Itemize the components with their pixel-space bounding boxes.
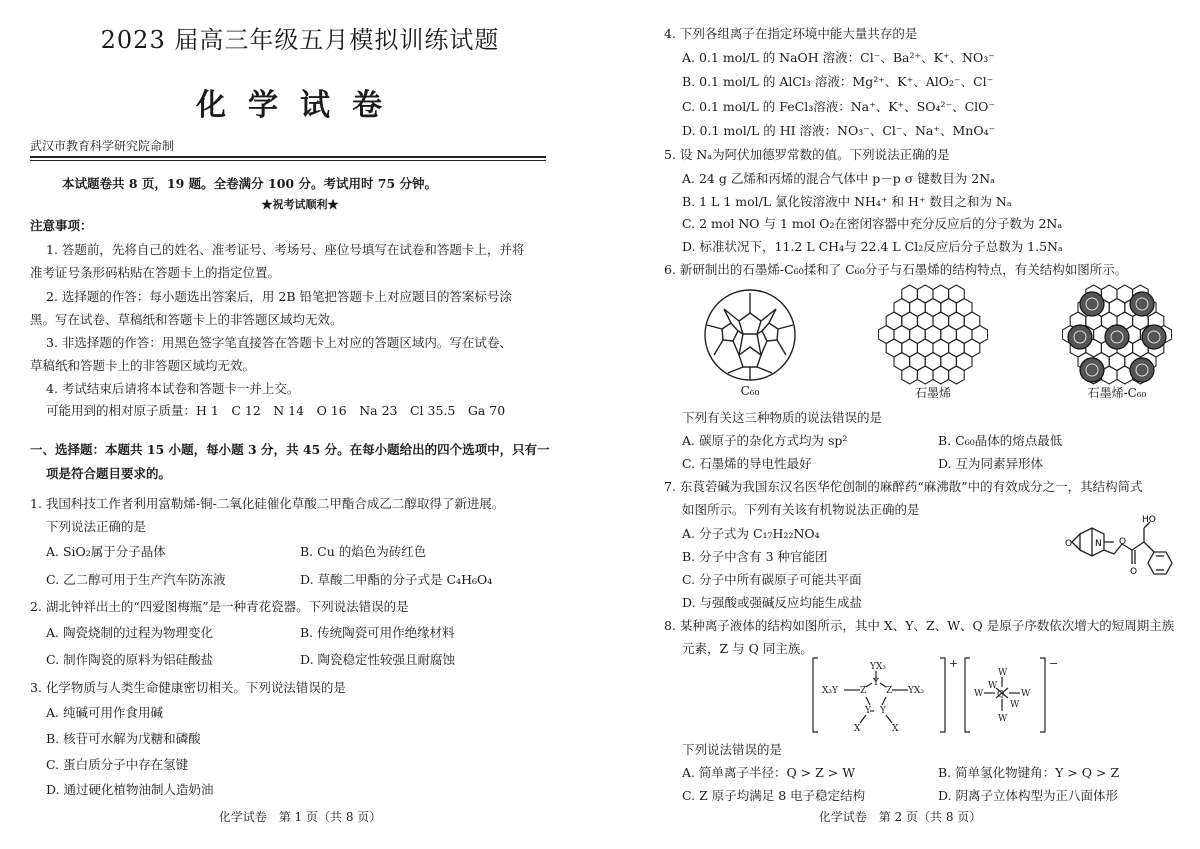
cation-atom: Z	[886, 686, 893, 696]
q5-option-c: C. 2 mol NO 与 1 mol O₂在密闭容器中充分反应后的分子数为 2Nₐ	[682, 216, 1063, 231]
graphene-c60-figure	[1062, 282, 1172, 392]
q1-stem: 1. 我国科技工作者利用富勒烯-铜-二氧化硅催化草酸二甲酯合成乙二醇取得了新进展。	[30, 496, 505, 511]
graphene-c60-label: 石墨烯-C₆₀	[1087, 386, 1147, 400]
exam-title: 2023 届高三年级五月模拟训练试题	[100, 26, 500, 54]
notice-line: 3. 非选择题的作答：用黑色签字笔直接答在答题卡上对应的答题区域内。写在试卷、	[46, 335, 512, 350]
q3-option-d: D. 通过硬化植物油制人造奶油	[46, 782, 214, 797]
notice-title: 注意事项：	[30, 218, 93, 233]
q4-option-d: D. 0.1 mol/L 的 HI 溶液：NO₃⁻、Cl⁻、Na⁺、MnO₄⁻	[682, 123, 996, 138]
anion-charge: −	[1049, 657, 1059, 670]
atomic-masses: 可能用到的相对原子质量：H 1 C 12 N 14 O 16 Na 23 Cl 35.5 Ga 70	[46, 403, 506, 418]
q5-option-d: D. 标准状况下，11.2 L CH₄与 22.4 L Cl₂反应后分子总数为 1.5Nₐ	[682, 239, 1063, 254]
header-rule	[30, 156, 546, 158]
q8-stem2: 下列说法错误的是	[682, 742, 783, 757]
exam-intro: 本试题卷共 8 页，19 题。全卷满分 100 分。考试用时 75 分钟。	[62, 176, 438, 191]
q3-option-a: A. 纯碱可用作食用碱	[46, 705, 163, 720]
notice-line: 准考证号条形码粘贴在答题卡上的指定位置。	[30, 265, 281, 280]
q3-option-c: C. 蛋白质分子中存在氢键	[46, 757, 189, 772]
cation-atom: Y	[873, 678, 879, 688]
q8-option-a: A. 简单离子半径：Q > Z > W	[682, 765, 856, 780]
c60-ball	[1130, 358, 1154, 382]
hexagon-cell	[902, 366, 918, 384]
notice-line: 1. 答题前，先将自己的姓名、准考证号、考场号、座位号填写在试卷和答题卡上，并将	[46, 242, 525, 257]
notice-line: 草稿纸和答题卡上的非答题区域均无效。	[30, 358, 256, 373]
struct-o-label: O	[1119, 537, 1127, 547]
hexagon-cell	[917, 366, 933, 384]
scopolamine-structure	[1062, 512, 1187, 602]
anion-atom: W	[998, 714, 1008, 724]
anion-atom: W	[998, 668, 1008, 678]
anion-atom: W	[974, 689, 984, 699]
q8-stem: 8. 某种离子液体的结构如图所示，其中 X、Y、Z、W、Q 是原子序数依次增大的短周期主族	[664, 618, 1175, 633]
struct-ho-label: HO	[1142, 515, 1156, 525]
exam-organization: 武汉市教育科学研究院命制	[30, 139, 175, 153]
c60-ball	[1130, 292, 1154, 316]
q6-stem: 6. 新研制出的石墨烯-C₆₀揉和了 C₆₀分子与石墨烯的结构特点，有关结构如图所示。	[664, 262, 1128, 277]
page-footer: 化学试卷 第 1 页（共 8 页）	[218, 810, 382, 824]
q8-option-b: B. 简单氢化物键角：Y > Q > Z	[938, 765, 1120, 780]
q1-stem-cont: 下列说法正确的是	[46, 519, 147, 534]
q3-option-b: B. 核苷可水解为戊糖和磷酸	[46, 731, 201, 746]
q7-option-c: C. 分子中所有碳原子可能共平面	[682, 572, 862, 587]
q1-option-d: D. 草酸二甲酯的分子式是 C₄H₆O₄	[300, 572, 493, 587]
struct-o-label: O	[1065, 539, 1073, 549]
q1-option-b: B. Cu 的焰色为砖红色	[300, 544, 427, 559]
exam-subtitle: 化学试卷	[196, 88, 404, 123]
c60-ball	[1068, 325, 1092, 349]
c60-ball	[1142, 325, 1166, 349]
q6-option-d: D. 互为同素异形体	[938, 456, 1044, 471]
c60-ball	[1105, 325, 1129, 349]
q2-option-d: D. 陶瓷稳定性较强且耐腐蚀	[300, 652, 456, 667]
q2-stem: 2. 湖北钟祥出土的“四爱图梅瓶”是一种青花瓷器。下列说法错误的是	[30, 599, 409, 614]
c60-figure	[700, 285, 800, 385]
q3-stem: 3. 化学物质与人类生命健康密切相关。下列说法错误的是	[30, 680, 346, 695]
notice-line: 黑。写在试卷、草稿纸和答题卡上的非答题区域均无效。	[30, 312, 343, 327]
q7-stem-cont: 如图所示。下列有关该有机物说法正确的是	[682, 502, 920, 517]
c60-ball	[1080, 358, 1104, 382]
page-footer: 化学试卷 第 2 页（共 8 页）	[818, 810, 982, 824]
q6-option-a: A. 碳原子的杂化方式均为 sp²	[682, 433, 848, 448]
exam-wish: ★祝考试顺利★	[261, 198, 339, 211]
cation-atom: YX₃	[908, 686, 924, 696]
q1-option-a: A. SiO₂属于分子晶体	[46, 544, 166, 559]
q6-stem2: 下列有关这三种物质的说法错误的是	[682, 410, 883, 425]
q2-option-a: A. 陶瓷烧制的过程为物理变化	[46, 625, 213, 640]
cation-atom: X	[892, 724, 899, 734]
section-heading-cont: 项是符合题目要求的。	[46, 466, 172, 481]
q8-option-d: D. 阴离子立体构型为正八面体形	[938, 788, 1119, 803]
graphene-figure	[878, 282, 988, 392]
notice-line: 2. 选择题的作答：每小题选出答案后，用 2B 铅笔把答题卡上对应题目的答案标号涂	[46, 289, 512, 304]
anion-atom: W	[1021, 689, 1031, 699]
q7-option-b: B. 分子中含有 3 种官能团	[682, 549, 828, 564]
cation-atom: Y	[880, 706, 886, 716]
notice-line: 4. 考试结束后请将本试卷和答题卡一并上交。	[46, 381, 300, 396]
header-rule-thin	[30, 160, 546, 161]
q2-option-b: B. 传统陶瓷可用作绝缘材料	[300, 625, 455, 640]
q8-stem-cont: 元素，Z 与 Q 同主族。	[682, 641, 813, 656]
struct-n-label: N	[1095, 539, 1102, 549]
q4-option-a: A. 0.1 mol/L 的 NaOH 溶液：Cl⁻、Ba²⁺、K⁺、NO₃⁻	[682, 50, 995, 65]
q7-option-d: D. 与强酸或强碱反应均能生成盐	[682, 595, 863, 610]
page-right	[600, 0, 1200, 849]
q7-stem: 7. 东莨菪碱为我国东汉名医华佗创制的麻醉药“麻沸散”中的有效成分之一，其结构简式	[664, 479, 1143, 494]
cation-atom: YX₃	[870, 662, 886, 672]
graphene-label: 石墨烯	[914, 386, 951, 400]
hexagon-cell	[949, 366, 965, 384]
q5-option-b: B. 1 L 1 mol/L 氯化铵溶液中 NH₄⁺ 和 H⁺ 数目之和为 Nₐ	[682, 194, 1012, 209]
cation-atom: Z	[860, 686, 867, 696]
section-heading: 一、选择题：本题共 15 小题，每小题 3 分，共 45 分。在每小题给出的四个选项中，只有一	[30, 442, 550, 457]
q8-option-c: C. Z 原子均满足 8 电子稳定结构	[682, 788, 866, 803]
c60-ball	[1080, 292, 1104, 316]
anion-atom: W	[1010, 700, 1020, 710]
cation-atom: X	[854, 724, 861, 734]
struct-o-label: O	[1130, 567, 1138, 577]
hexagon-cell	[933, 366, 949, 384]
q4-option-b: B. 0.1 mol/L 的 AlCl₃ 溶液：Mg²⁺、K⁺、AlO₂⁻、Cl⁻	[682, 74, 994, 89]
q5-option-a: A. 24 g 乙烯和丙烯的混合气体中 p－p σ 键数目为 2Nₐ	[682, 171, 995, 186]
cation-atom: X₃Y	[822, 686, 838, 696]
q2-option-c: C. 制作陶瓷的原料为铝硅酸盐	[46, 652, 214, 667]
cation-charge: +	[949, 657, 959, 670]
anion-atom: Q	[997, 690, 1005, 700]
anion-atom: W	[988, 681, 998, 691]
q6-option-c: C. 石墨烯的导电性最好	[682, 456, 812, 471]
q7-option-a: A. 分子式为 C₁₇H₂₂NO₄	[682, 526, 820, 541]
cation-atom: Y	[865, 706, 871, 716]
q6-option-b: B. C₆₀晶体的熔点最低	[938, 433, 1063, 448]
q5-stem: 5. 设 Nₐ为阿伏加德罗常数的值。下列说法正确的是	[664, 147, 950, 162]
q4-option-c: C. 0.1 mol/L 的 FeCl₃溶液：Na⁺、K⁺、SO₄²⁻、ClO⁻	[682, 99, 995, 114]
q4-stem: 4. 下列各组离子在指定环境中能大量共存的是	[664, 26, 918, 41]
c60-label: C₆₀	[740, 384, 760, 398]
ionic-liquid-structure	[810, 655, 1100, 735]
q1-option-c: C. 乙二醇可用于生产汽车防冻液	[46, 572, 226, 587]
